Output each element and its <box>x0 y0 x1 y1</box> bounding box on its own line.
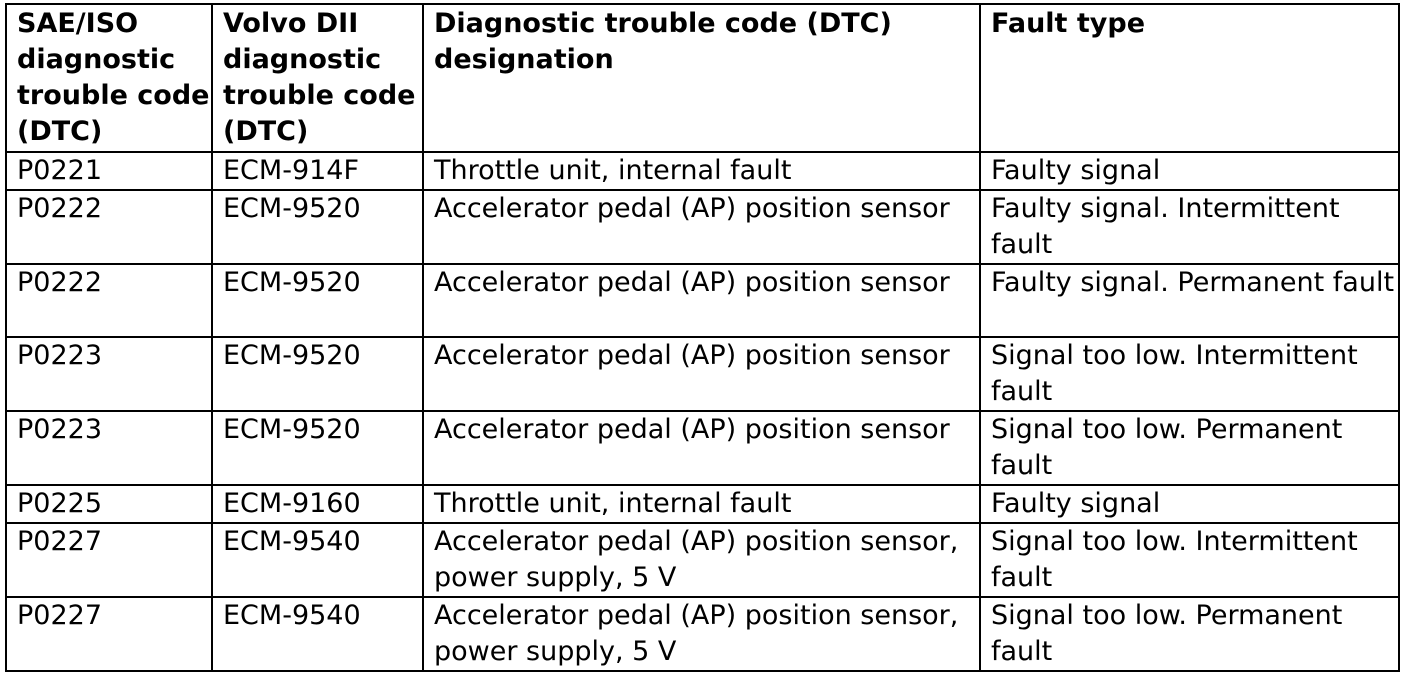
table-row <box>6 264 1399 337</box>
cell-volvo-code: ECM-9520 <box>212 190 423 264</box>
cell-volvo-code: ECM-9160 <box>212 485 423 523</box>
cell-fault-type: Signal too low. Intermittent fault <box>980 523 1399 597</box>
cell-fault-type: Faulty signal <box>980 152 1399 190</box>
cell-volvo-code: ECM-914F <box>212 152 423 190</box>
cell-sae-code: P0222 <box>6 190 212 264</box>
cell-sae-code: P0222 <box>6 264 212 337</box>
header-sae-iso-dtc: SAE/ISO diagnostic trouble code (DTC) <box>6 4 212 152</box>
table-row <box>6 485 1399 523</box>
cell-fault-type: Faulty signal. Intermittent fault <box>980 190 1399 264</box>
header-fault-type: Fault type <box>980 4 1399 152</box>
cell-volvo-code: ECM-9520 <box>212 337 423 411</box>
cell-fault-type: Signal too low. Intermittent fault <box>980 337 1399 411</box>
cell-designation: Throttle unit, internal fault <box>423 152 980 190</box>
cell-designation: Accelerator pedal (AP) position sensor <box>423 190 980 264</box>
cell-fault-type: Faulty signal. Permanent fault <box>980 264 1399 337</box>
cell-fault-type: Faulty signal <box>980 485 1399 523</box>
cell-designation: Accelerator pedal (AP) position sensor, power supply, 5 V <box>423 523 980 597</box>
table-row <box>6 411 1399 485</box>
table-row <box>6 152 1399 190</box>
table-row <box>6 337 1399 411</box>
cell-designation: Accelerator pedal (AP) position sensor, power supply, 5 V <box>423 597 980 671</box>
cell-sae-code: P0221 <box>6 152 212 190</box>
cell-volvo-code: ECM-9540 <box>212 523 423 597</box>
dtc-table <box>5 3 1400 672</box>
cell-fault-type: Signal too low. Permanent fault <box>980 411 1399 485</box>
cell-volvo-code: ECM-9520 <box>212 264 423 337</box>
cell-volvo-code: ECM-9540 <box>212 597 423 671</box>
table-row <box>6 597 1399 671</box>
table-row <box>6 523 1399 597</box>
cell-designation: Accelerator pedal (AP) position sensor <box>423 411 980 485</box>
cell-sae-code: P0227 <box>6 597 212 671</box>
cell-designation: Accelerator pedal (AP) position sensor <box>423 337 980 411</box>
table-header-row <box>6 4 1399 152</box>
table-row <box>6 190 1399 264</box>
cell-sae-code: P0225 <box>6 485 212 523</box>
cell-designation: Throttle unit, internal fault <box>423 485 980 523</box>
cell-sae-code: P0227 <box>6 523 212 597</box>
header-dtc-designation: Diagnostic trouble code (DTC) designation <box>423 4 980 152</box>
cell-sae-code: P0223 <box>6 337 212 411</box>
cell-fault-type: Signal too low. Permanent fault <box>980 597 1399 671</box>
cell-volvo-code: ECM-9520 <box>212 411 423 485</box>
header-volvo-dii-dtc: Volvo DII diagnostic trouble code (DTC) <box>212 4 423 152</box>
cell-designation: Accelerator pedal (AP) position sensor <box>423 264 980 337</box>
cell-sae-code: P0223 <box>6 411 212 485</box>
